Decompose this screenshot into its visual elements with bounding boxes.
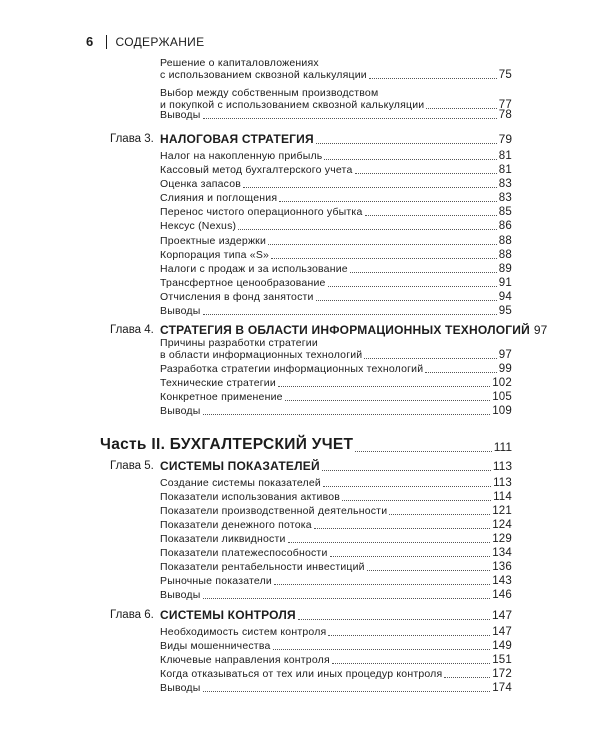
chapter-title: СИСТЕМЫ КОНТРОЛЯ bbox=[160, 608, 296, 622]
toc-entry[interactable] bbox=[160, 640, 512, 652]
chapter-title: СИСТЕМЫ ПОКАЗАТЕЛЕЙ bbox=[160, 459, 320, 473]
toc-entry-page: 147 bbox=[492, 626, 512, 638]
toc-entry-title: Показатели ликвидности bbox=[160, 533, 286, 545]
toc-entry-title: Налоги с продаж и за использование bbox=[160, 263, 348, 275]
toc-entry-page: 81 bbox=[498, 164, 512, 176]
toc-entry[interactable] bbox=[160, 575, 512, 587]
toc-entry-title: Ключевые направления контроля bbox=[160, 654, 330, 666]
toc-entry-title: Показатели платежеспособности bbox=[160, 547, 328, 559]
toc-entry-title: Когда отказываться от тех или иных процедур контроля bbox=[160, 668, 443, 680]
toc-entry-title: Перенос чистого операционного убытка bbox=[160, 206, 363, 218]
toc-entry-page: 121 bbox=[492, 505, 512, 517]
toc-entry-title: Показатели денежного потока bbox=[160, 519, 312, 531]
toc-entry-page: 75 bbox=[498, 69, 512, 81]
running-head bbox=[86, 34, 204, 49]
toc-entry[interactable] bbox=[160, 249, 512, 261]
toc-entry-page: 86 bbox=[498, 220, 512, 232]
toc-entry[interactable] bbox=[160, 391, 512, 403]
toc-entry-page: 85 bbox=[498, 206, 512, 218]
toc-entry-title: Кассовый метод бухгалтерского учета bbox=[160, 164, 353, 176]
toc-entry-page: 143 bbox=[492, 575, 512, 587]
toc-entry[interactable] bbox=[160, 491, 512, 503]
toc-entry[interactable] bbox=[160, 477, 512, 489]
toc-entry[interactable] bbox=[160, 626, 512, 638]
toc-entry-page: 88 bbox=[498, 249, 512, 261]
toc-entry[interactable] bbox=[160, 164, 512, 176]
toc-entry[interactable] bbox=[160, 589, 512, 601]
toc-entry-page: 94 bbox=[498, 291, 512, 303]
toc-entry-page: 95 bbox=[498, 305, 512, 317]
toc-entry-page: 83 bbox=[498, 192, 512, 204]
toc-entry-title: Нексус (Nexus) bbox=[160, 220, 237, 232]
toc-entry-title: Технические стратегии bbox=[160, 377, 276, 389]
chapter-3-heading[interactable] bbox=[160, 132, 512, 146]
toc-entry-title: Выводы bbox=[160, 682, 201, 694]
toc-entry-page: 77 bbox=[498, 99, 512, 111]
chapter-page: 79 bbox=[498, 132, 512, 146]
toc-entry-title: Причины разработки стратегии в области информационных технологий bbox=[160, 337, 363, 361]
chapter-page: 113 bbox=[492, 459, 512, 473]
toc-entry-page: 146 bbox=[492, 589, 512, 601]
page-number: 6 bbox=[86, 34, 94, 49]
toc-entry-page: 83 bbox=[498, 178, 512, 190]
toc-entry-title: Рыночные показатели bbox=[160, 575, 272, 587]
toc-entry-title: Создание системы показателей bbox=[160, 477, 321, 489]
toc-entry-title: Слияния и поглощения bbox=[160, 192, 278, 204]
toc-entry-page: 88 bbox=[498, 235, 512, 247]
toc-entry-page: 129 bbox=[492, 533, 512, 545]
toc-entry[interactable] bbox=[160, 109, 512, 121]
toc-entry-title: Разработка стратегии информационных технологий bbox=[160, 363, 424, 375]
toc-entry-page: 81 bbox=[498, 150, 512, 162]
toc-entry[interactable] bbox=[160, 192, 512, 204]
toc-entry[interactable] bbox=[160, 291, 512, 303]
toc-entry-page: 149 bbox=[492, 640, 512, 652]
part-page: 111 bbox=[493, 440, 512, 454]
toc-entry-title: Корпорация типа «S» bbox=[160, 249, 270, 261]
toc-entry[interactable] bbox=[160, 682, 512, 694]
toc-entry-page: 172 bbox=[492, 668, 512, 680]
part-title: Часть II. БУХГАЛТЕРСКИЙ УЧЕТ bbox=[100, 436, 354, 453]
toc-entry-title: Выводы bbox=[160, 109, 201, 121]
chapter-title: СТРАТЕГИЯ В ОБЛАСТИ ИНФОРМАЦИОННЫХ ТЕХНОЛОГИЙ bbox=[160, 323, 530, 337]
toc-entry-title: Выводы bbox=[160, 305, 201, 317]
chapter-5-label: Глава 5. bbox=[110, 460, 154, 472]
toc-entry-title: Выводы bbox=[160, 589, 201, 601]
toc-entry-page: 174 bbox=[492, 682, 512, 694]
chapter-3-label: Глава 3. bbox=[110, 133, 154, 145]
toc-entry-page: 113 bbox=[493, 477, 512, 489]
toc-entry[interactable] bbox=[160, 377, 512, 389]
toc-entry-page: 99 bbox=[498, 363, 512, 375]
toc-entry-page: 78 bbox=[498, 109, 512, 121]
toc-entry[interactable] bbox=[160, 654, 512, 666]
chapter-5-heading[interactable] bbox=[160, 459, 512, 473]
toc-entry-page: 89 bbox=[498, 263, 512, 275]
toc-entry[interactable] bbox=[160, 57, 512, 81]
chapter-page: 97 bbox=[533, 323, 548, 337]
part-2-heading[interactable] bbox=[100, 436, 512, 454]
toc-entry[interactable] bbox=[160, 505, 512, 517]
toc-entry[interactable] bbox=[160, 206, 512, 218]
chapter-6-heading[interactable] bbox=[160, 608, 512, 622]
toc-entry-page: 124 bbox=[492, 519, 512, 531]
toc-entry[interactable] bbox=[160, 519, 512, 531]
toc-entry-page: 105 bbox=[492, 391, 512, 403]
toc-entry-title: Показатели рентабельности инвестиций bbox=[160, 561, 365, 573]
toc-entry[interactable] bbox=[160, 235, 512, 247]
toc-entry-title: Выбор между собственным производством и покупкой с использованием сквозной калькуляции bbox=[160, 87, 425, 111]
toc-entry[interactable] bbox=[160, 337, 512, 361]
toc-entry[interactable] bbox=[160, 263, 512, 275]
toc-entry[interactable] bbox=[160, 220, 512, 232]
toc-entry-page: 114 bbox=[493, 491, 512, 503]
toc-entry[interactable] bbox=[160, 405, 512, 417]
toc-entry-page: 102 bbox=[492, 377, 512, 389]
chapter-4-label: Глава 4. bbox=[110, 324, 154, 336]
toc-entry[interactable] bbox=[160, 363, 512, 375]
chapter-title: НАЛОГОВАЯ СТРАТЕГИЯ bbox=[160, 132, 314, 146]
toc-entry[interactable] bbox=[160, 533, 512, 545]
toc-entry-title: Виды мошенничества bbox=[160, 640, 271, 652]
toc-entry[interactable] bbox=[160, 668, 512, 680]
toc-entry-title: Решение о капиталовложениях с использованием сквозной калькуляции bbox=[160, 57, 367, 81]
toc-entry-page: 134 bbox=[492, 547, 512, 559]
toc-entry-title: Необходимость систем контроля bbox=[160, 626, 327, 638]
header-divider bbox=[106, 35, 107, 49]
toc-entry-title: Трансфертное ценообразование bbox=[160, 277, 326, 289]
toc-entry[interactable] bbox=[160, 305, 512, 317]
toc-entry-title: Конкретное применение bbox=[160, 391, 283, 403]
toc-entry[interactable] bbox=[160, 547, 512, 559]
chapter-4-heading[interactable] bbox=[160, 323, 548, 337]
toc-entry-title: Отчисления в фонд занятости bbox=[160, 291, 314, 303]
toc-entry[interactable] bbox=[160, 87, 512, 111]
toc-entry-page: 109 bbox=[492, 405, 512, 417]
toc-entry-title: Показатели производственной деятельности bbox=[160, 505, 388, 517]
section-title: СОДЕРЖАНИЕ bbox=[115, 34, 205, 49]
toc-entry[interactable] bbox=[160, 178, 512, 190]
toc-entry-title: Оценка запасов bbox=[160, 178, 242, 190]
toc-entry-title: Выводы bbox=[160, 405, 201, 417]
toc-entry[interactable] bbox=[160, 277, 512, 289]
chapter-6-label: Глава 6. bbox=[110, 609, 154, 621]
chapter-page: 147 bbox=[491, 608, 512, 622]
toc-entry[interactable] bbox=[160, 561, 512, 573]
toc-entry-page: 151 bbox=[492, 654, 512, 666]
toc-entry-title: Налог на накопленную прибыль bbox=[160, 150, 323, 162]
toc-entry-title: Показатели использования активов bbox=[160, 491, 341, 503]
toc-entry-page: 97 bbox=[498, 349, 512, 361]
toc-entry-page: 91 bbox=[498, 277, 512, 289]
toc-entry-page: 136 bbox=[492, 561, 512, 573]
toc-entry[interactable] bbox=[160, 150, 512, 162]
toc-entry-title: Проектные издержки bbox=[160, 235, 267, 247]
